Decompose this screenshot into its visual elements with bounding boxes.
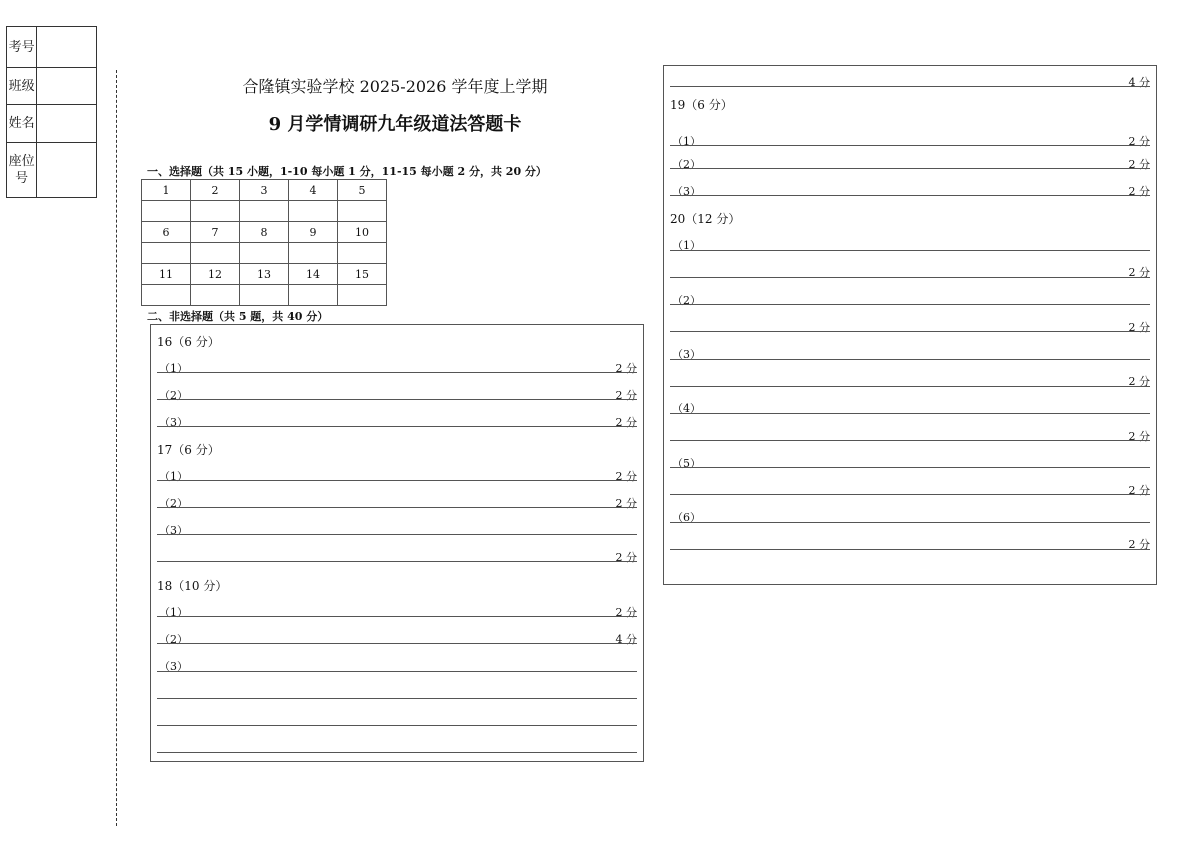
q17-3-label: （3）: [159, 524, 188, 537]
answer-cell[interactable]: [338, 201, 387, 222]
q20-5-answer-line[interactable]: [670, 494, 1150, 495]
q18-2-points: 4 分: [615, 633, 637, 646]
question-number: 4: [289, 180, 338, 201]
question-number: 1: [142, 180, 191, 201]
q18-3-answer-line[interactable]: [157, 698, 637, 699]
q20-6-answer-line[interactable]: [670, 522, 1150, 523]
q18-3-label: （3）: [159, 660, 188, 673]
name-label: 姓名: [7, 105, 37, 143]
q16-2-label: （2）: [159, 389, 188, 402]
q16-3-label: （3）: [159, 416, 188, 429]
q18-1-points: 2 分: [615, 606, 637, 619]
q20-5-label: （5）: [672, 457, 701, 470]
q18-3-points: 4 分: [1128, 76, 1150, 89]
q18-title: 18（10 分）: [157, 579, 228, 593]
q20-4-points: 2 分: [1128, 430, 1150, 443]
q20-6-answer-line[interactable]: [670, 549, 1150, 550]
q16-1-label: （1）: [159, 362, 188, 375]
q20-2-points: 2 分: [1128, 321, 1150, 334]
q16-1-answer-line[interactable]: [157, 372, 637, 373]
section1-heading: 一、选择题（共 15 小题，1-10 每小题 1 分，11-15 每小题 2 分，共 20 分）: [147, 165, 547, 178]
q20-5-answer-line[interactable]: [670, 467, 1150, 468]
question-number: 14: [289, 264, 338, 285]
q20-4-answer-line[interactable]: [670, 440, 1150, 441]
question-number: 11: [142, 264, 191, 285]
q20-1-answer-line[interactable]: [670, 277, 1150, 278]
q17-2-label: （2）: [159, 497, 188, 510]
seat-number-field[interactable]: [37, 143, 97, 198]
q17-title: 17（6 分）: [157, 443, 220, 457]
answer-cell[interactable]: [289, 201, 338, 222]
q18-2-answer-line[interactable]: [157, 643, 637, 644]
question-number: 15: [338, 264, 387, 285]
q20-6-points: 2 分: [1128, 538, 1150, 551]
choice-grid: [141, 179, 387, 306]
q19-2-label: （2）: [672, 158, 701, 171]
left-answer-box: [150, 324, 644, 762]
q16-2-points: 2 分: [615, 389, 637, 402]
q19-3-answer-line[interactable]: [670, 195, 1150, 196]
answer-cell[interactable]: [240, 243, 289, 264]
q19-2-points: 2 分: [1128, 158, 1150, 171]
exam-number-label: 考号: [7, 27, 37, 68]
answer-cell[interactable]: [142, 201, 191, 222]
question-number: 6: [142, 222, 191, 243]
question-number: 2: [191, 180, 240, 201]
q18-3-answer-line[interactable]: [157, 752, 637, 753]
q19-title: 19（6 分）: [670, 98, 733, 112]
q17-1-answer-line[interactable]: [157, 480, 637, 481]
q20-2-answer-line[interactable]: [670, 304, 1150, 305]
q20-1-label: （1）: [672, 239, 701, 252]
question-number: 3: [240, 180, 289, 201]
school-title: 合隆镇实验学校 2025-2026 学年度上学期: [242, 77, 548, 96]
exam-number-field[interactable]: [37, 27, 97, 68]
question-number: 5: [338, 180, 387, 201]
q20-4-answer-line[interactable]: [670, 413, 1150, 414]
question-number: 8: [240, 222, 289, 243]
class-label: 班级: [7, 68, 37, 105]
question-number: 13: [240, 264, 289, 285]
right-answer-box: [663, 65, 1157, 585]
answer-cell[interactable]: [289, 243, 338, 264]
question-number: 7: [191, 222, 240, 243]
q20-2-answer-line[interactable]: [670, 331, 1150, 332]
q16-3-points: 2 分: [615, 416, 637, 429]
q20-1-answer-line[interactable]: [670, 250, 1150, 251]
sheet-title: 9 月学情调研九年级道法答题卡: [268, 114, 522, 135]
q17-3-answer-line[interactable]: [157, 561, 637, 562]
q20-3-label: （3）: [672, 348, 701, 361]
q20-6-label: （6）: [672, 511, 701, 524]
q16-3-answer-line[interactable]: [157, 426, 637, 427]
binding-line: [116, 70, 117, 826]
q20-title: 20（12 分）: [670, 212, 741, 226]
q17-3-answer-line[interactable]: [157, 534, 637, 535]
q20-4-label: （4）: [672, 402, 701, 415]
answer-cell[interactable]: [240, 201, 289, 222]
q19-1-answer-line[interactable]: [670, 145, 1150, 146]
section2-heading: 二、非选择题（共 5 题，共 40 分）: [147, 310, 329, 323]
q20-1-points: 2 分: [1128, 266, 1150, 279]
q16-1-points: 2 分: [615, 362, 637, 375]
question-number: 12: [191, 264, 240, 285]
question-number: 10: [338, 222, 387, 243]
q19-2-answer-line[interactable]: [670, 168, 1150, 169]
answer-cell[interactable]: [191, 285, 240, 306]
q19-1-label: （1）: [672, 135, 701, 148]
q19-3-label: （3）: [672, 185, 701, 198]
q18-3-answer-line[interactable]: [670, 86, 1150, 87]
q19-3-points: 2 分: [1128, 185, 1150, 198]
q18-1-answer-line[interactable]: [157, 616, 637, 617]
q18-3-answer-line[interactable]: [157, 725, 637, 726]
q16-2-answer-line[interactable]: [157, 399, 637, 400]
q20-3-answer-line[interactable]: [670, 359, 1150, 360]
seat-number-label: 座位号: [7, 143, 37, 198]
q16-title: 16（6 分）: [157, 335, 220, 349]
q20-2-label: （2）: [672, 294, 701, 307]
question-number: 9: [289, 222, 338, 243]
q17-2-points: 2 分: [615, 497, 637, 510]
q17-1-points: 2 分: [615, 470, 637, 483]
q17-2-answer-line[interactable]: [157, 507, 637, 508]
q19-1-points: 2 分: [1128, 135, 1150, 148]
q20-5-points: 2 分: [1128, 484, 1150, 497]
answer-cell[interactable]: [338, 243, 387, 264]
answer-cell[interactable]: [240, 285, 289, 306]
answer-cell[interactable]: [338, 285, 387, 306]
q20-3-answer-line[interactable]: [670, 386, 1150, 387]
q20-3-points: 2 分: [1128, 375, 1150, 388]
q18-1-label: （1）: [159, 606, 188, 619]
q18-3-answer-line[interactable]: [157, 671, 637, 672]
q17-3-points: 2 分: [615, 551, 637, 564]
answer-cell[interactable]: [191, 201, 240, 222]
q18-2-label: （2）: [159, 633, 188, 646]
answer-cell[interactable]: [191, 243, 240, 264]
answer-cell[interactable]: [142, 243, 191, 264]
answer-cell[interactable]: [289, 285, 338, 306]
answer-cell[interactable]: [142, 285, 191, 306]
q17-1-label: （1）: [159, 470, 188, 483]
